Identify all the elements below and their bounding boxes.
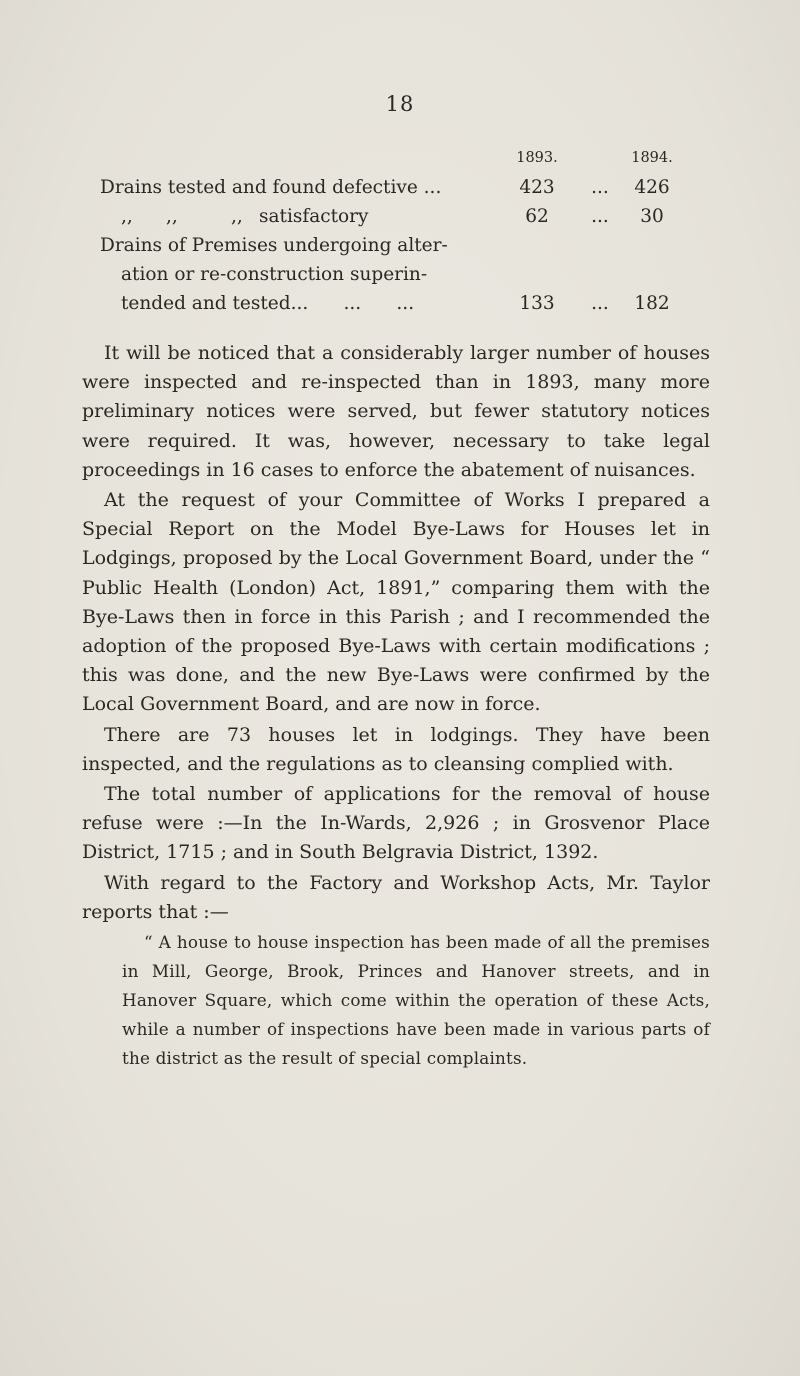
table-row [100, 202, 690, 231]
ditto-mark: ,, [231, 206, 243, 227]
row-label: Drains tested and found defective ... [100, 177, 442, 198]
value-1893: 133 [519, 293, 555, 314]
table-header-row [100, 144, 690, 173]
paragraph-factory-acts: With regard to the Factory and Workshop Acts, Mr. Taylor reports that :— [82, 871, 710, 923]
table-row [100, 289, 690, 318]
row-label: Drains of Premises undergoing alter- [100, 235, 448, 256]
paragraph-bye-laws: At the request of your Committee of Works I prepared a Special Report on the Model Bye-Laws for Houses let in Lodgings, proposed by the Local Government Board, under the “ Public Health (London) Act, 1891,” comparing them with the Bye-Laws then in force in this Parish ; and I recommended the adoption of the proposed Bye-Laws with certain modifications ; this was done, and the new Bye-Laws were confirmed by the Local Government Board, and are now in force. [82, 489, 710, 716]
year-1893-header: 1893. [516, 150, 558, 166]
year-1894-header: 1894. [631, 150, 673, 166]
paragraph-refuse: The total number of applications for the removal of house refuse were :—In the In-Wards, 2,926 ; in Grosvenor Place District, 1715 ; and in South Belgravia District, 1392. [82, 783, 710, 864]
body-text [82, 339, 710, 1074]
quoted-report: “ A house to house inspection has been made of all the premises in Mill, George, Brook, Princes and Hanover streets, and in Hanover Square, which come within the operation of these Acts, while a number of inspections have been made in various parts of the district as the result of special complaints. [122, 932, 710, 1069]
value-1894: 426 [634, 177, 670, 198]
ditto-mark: ,, [166, 206, 178, 227]
table-row [100, 173, 690, 202]
value-1894: 30 [640, 206, 664, 227]
value-1893: 423 [519, 177, 555, 198]
value-1893: 62 [525, 206, 549, 227]
ditto-mark: ,, [121, 206, 133, 227]
page-number: 18 [385, 92, 415, 116]
value-1894: 182 [634, 293, 670, 314]
row-label: satisfactory [259, 206, 369, 227]
table-row [100, 231, 690, 260]
leader-dots: ... [591, 293, 609, 314]
leader-dots: ... [591, 177, 609, 198]
row-label: tended and tested... ... ... [121, 293, 415, 314]
leader-dots: ... [591, 206, 609, 227]
row-label: ation or re-construction superin- [121, 264, 428, 285]
drains-table [100, 144, 690, 318]
paragraph-lodgings: There are 73 houses let in lodgings. They have been inspected, and the regulations as to cleansing complied with. [82, 723, 710, 775]
paragraph-inspections: It will be noticed that a considerably larger number of houses were inspected and re-inspected than in 1893, many more preliminary notices were served, but fewer statutory notices were required. It was, however, necessary to take legal proceedings in 16 cases to enforce the abatement of nuisances. [82, 342, 710, 481]
table-row [100, 260, 690, 289]
